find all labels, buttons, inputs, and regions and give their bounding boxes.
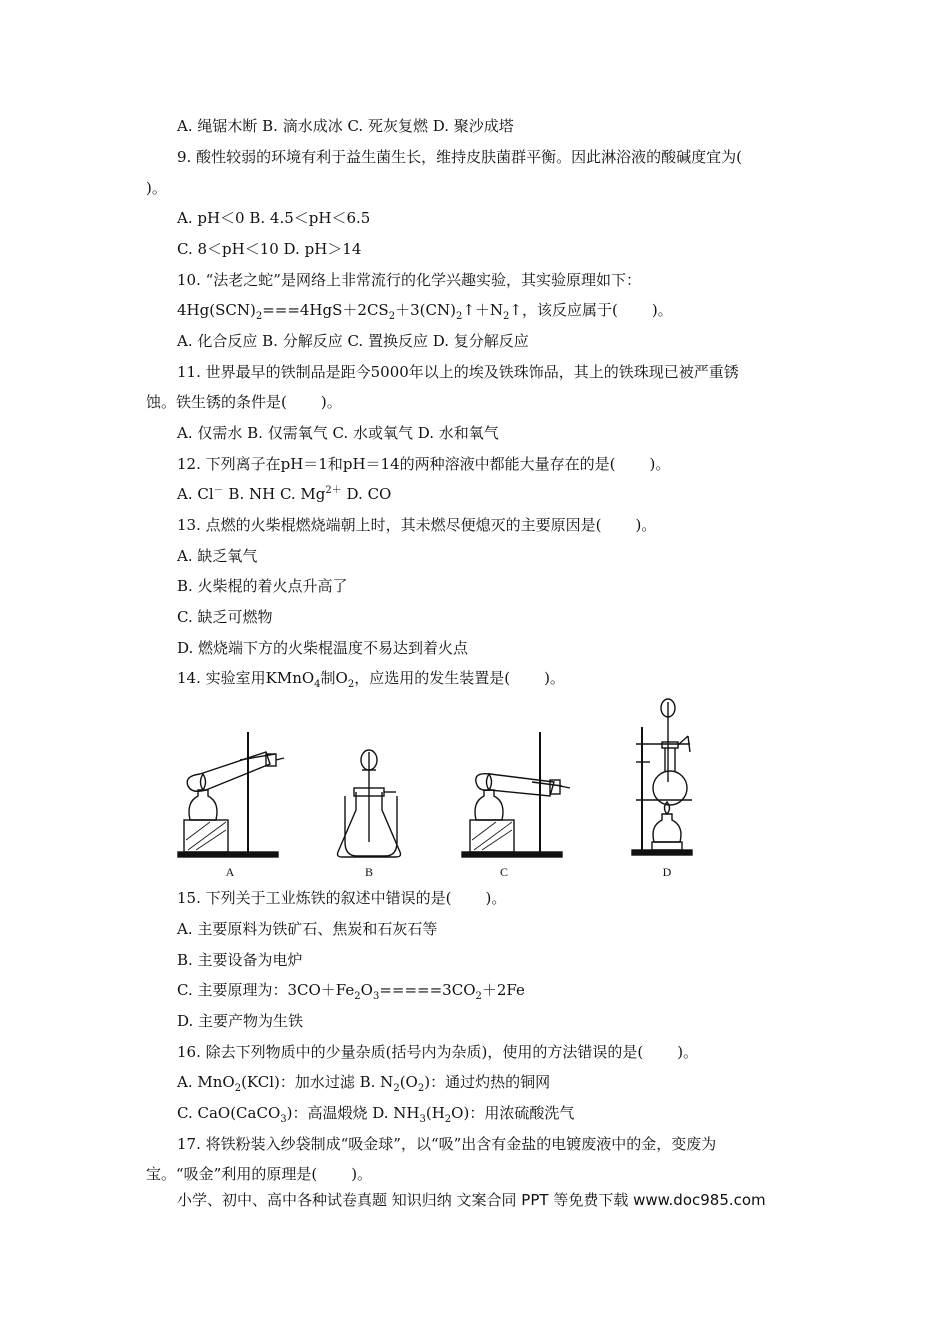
q14-stem-end: )。	[544, 669, 565, 687]
q15-opt-c-sub3: 2	[475, 991, 482, 1002]
q16-b-sub2: 2	[417, 1083, 425, 1094]
q16-b-sub1: 2	[393, 1083, 400, 1094]
q12-opt-d: D. CO	[341, 485, 392, 503]
q13-stem-end: )。	[635, 516, 657, 534]
q16-d-sub: 3	[419, 1114, 426, 1125]
q17-stem-text: 宝。“吸金”利用的原理是(	[146, 1165, 318, 1183]
q14-stem-b: 制O	[320, 669, 348, 687]
q16-c-sub: 3	[280, 1114, 287, 1125]
q12-opt-a-sup: －	[213, 485, 224, 496]
q16-d3: O)：用浓硫酸洗气	[451, 1104, 575, 1122]
q15-opt-c3: =====3CO	[379, 981, 476, 999]
q13-opt-d: D. 燃烧端下方的火柴棍温度不易达到着火点	[177, 639, 469, 657]
apparatus-a	[178, 732, 284, 857]
q13-opt-a: A. 缺乏氧气	[177, 547, 258, 565]
q12-stem	[177, 454, 670, 474]
q14-stem-a: 14. 实验室用KMnO	[177, 669, 315, 687]
apparatus-d	[632, 699, 692, 855]
apparatus-c	[462, 732, 570, 857]
q9-stem-line1: 9. 酸性较弱的环境有利于益生菌生长，维持皮肤菌群平衡。因此淋浴液的酸碱度宜为(	[177, 148, 742, 166]
q16-stem	[177, 1042, 698, 1062]
q16-b3: )：通过灼热的铜网	[424, 1073, 551, 1091]
q14-stem-c: ，应选用的发生装置是(	[354, 669, 511, 687]
q10-eq-b: ===4HgS＋2CS	[262, 301, 389, 319]
q13-stem	[177, 515, 656, 535]
apparatus-label-a: A	[225, 865, 235, 879]
q11-stem-line1: 11. 世界最早的铁制品是距今5000年以上的埃及铁珠饰品，其上的铁珠现已被严重锈	[177, 363, 739, 381]
q16-stem-end: )。	[677, 1043, 699, 1061]
q15-opt-c-sub1: 2	[354, 991, 361, 1002]
q10-eq-d: ↑＋N	[462, 301, 504, 319]
q10-equation	[177, 300, 673, 320]
q11-stem-text: 蚀。铁生锈的条件是(	[146, 393, 287, 411]
q15-opt-c1: C. 主要原理为：3CO＋Fe	[177, 981, 355, 999]
q11-stem-end: )。	[320, 393, 342, 411]
q15-opt-c-sub2: 3	[372, 991, 380, 1002]
q10-eq-sub4: 2	[503, 311, 510, 322]
q9-stem-line2: )。	[146, 179, 167, 197]
q10-eq-sub1: 2	[255, 311, 263, 322]
q15-opt-b: B. 主要设备为电炉	[177, 951, 303, 969]
q16-options-cd	[177, 1103, 574, 1123]
q10-stem: 10. “法老之蛇”是网络上非常流行的化学兴趣实验，其实验原理如下：	[177, 271, 641, 289]
q11-options: A. 仅需水 B. 仅需氧气 C. 水或氧气 D. 水和氧气	[177, 424, 499, 442]
q16-options-ab	[177, 1072, 550, 1092]
q9-options-cd: C. 8＜pH＜10 D. pH＞14	[177, 240, 362, 258]
q10-eq-e: ↑，该反应属于(	[509, 301, 618, 319]
q15-stem-text: 15. 下列关于工业炼铁的叙述中错误的是(	[177, 889, 452, 907]
q11-stem-line2	[146, 392, 342, 412]
q12-stem-end: )。	[649, 455, 671, 473]
q13-opt-b: B. 火柴棍的着火点升高了	[177, 577, 348, 595]
q10-eq-f: )。	[651, 301, 673, 319]
q10-eq-a: 4Hg(SCN)	[177, 301, 256, 319]
q15-opt-c4: ＋2Fe	[481, 981, 525, 999]
q10-options: A. 化合反应 B. 分解反应 C. 置换反应 D. 复分解反应	[177, 332, 529, 350]
q13-opt-c: C. 缺乏可燃物	[177, 608, 273, 626]
q9-options-ab: A. pH＜0 B. 4.5＜pH＜6.5	[177, 209, 371, 227]
q14-stem	[177, 668, 565, 688]
q12-opt-c-sup: 2＋	[325, 485, 342, 496]
q16-a1: A. MnO	[177, 1073, 235, 1091]
q12-opt-b: B. NH C. Mg	[223, 485, 326, 503]
page-footer: 小学、初中、高中各种试卷真题 知识归纳 文案合同 PPT 等免费下载 www.doc985.com	[177, 1191, 766, 1209]
q15-opt-a: A. 主要原料为铁矿石、焦炭和石灰石等	[177, 920, 438, 938]
q15-stem-end: )。	[485, 889, 507, 907]
q16-b2: (O	[399, 1073, 418, 1091]
q15-opt-c	[177, 980, 525, 1000]
q15-opt-d: D. 主要产物为生铁	[177, 1012, 304, 1030]
q12-stem-text: 12. 下列离子在pH＝1和pH＝14的两种溶液中都能大量存在的是(	[177, 455, 616, 473]
q16-c2: )：高温煅烧 D. NH	[286, 1104, 420, 1122]
q15-stem	[177, 888, 506, 908]
q13-stem-text: 13. 点燃的火柴棍燃烧端朝上时，其未燃尽便熄灭的主要原因是(	[177, 516, 602, 534]
q15-opt-c2: O	[360, 981, 373, 999]
q10-eq-c: ＋3(CN)	[395, 301, 456, 319]
q12-opt-a: A. Cl	[177, 485, 214, 503]
q16-stem-text: 16. 除去下列物质中的少量杂质(括号内为杂质)，使用的方法错误的是(	[177, 1043, 644, 1061]
q17-stem-line2	[146, 1164, 372, 1184]
q14-stem-sub1: 4	[314, 679, 321, 690]
q14-stem-sub2: 2	[347, 679, 355, 690]
apparatus-label-b: B	[364, 865, 374, 879]
q10-eq-sub2: 2	[388, 311, 396, 322]
apparatus-b	[338, 750, 401, 857]
q17-stem-end: )。	[351, 1165, 373, 1183]
q16-c1: C. CaO(CaCO	[177, 1104, 281, 1122]
q16-d-sub2: 2	[444, 1114, 452, 1125]
q16-a2: (KCl)：加水过滤 B. N	[241, 1073, 394, 1091]
apparatus-label-c: C	[499, 865, 509, 879]
apparatus-label-d: D	[662, 865, 672, 879]
q16-a-sub: 2	[234, 1083, 242, 1094]
q12-options	[177, 484, 391, 504]
q16-d2: (H	[425, 1104, 445, 1122]
q10-eq-sub3: 2	[455, 311, 463, 322]
q14-apparatus-figure	[170, 692, 810, 882]
q8-options: A. 绳锯木断 B. 滴水成冰 C. 死灰复燃 D. 聚沙成塔	[177, 117, 514, 135]
q17-stem-line1: 17. 将铁粉装入纱袋制成“吸金球”，以“吸”出含有金盐的电镀废液中的金，变废为	[177, 1135, 717, 1153]
